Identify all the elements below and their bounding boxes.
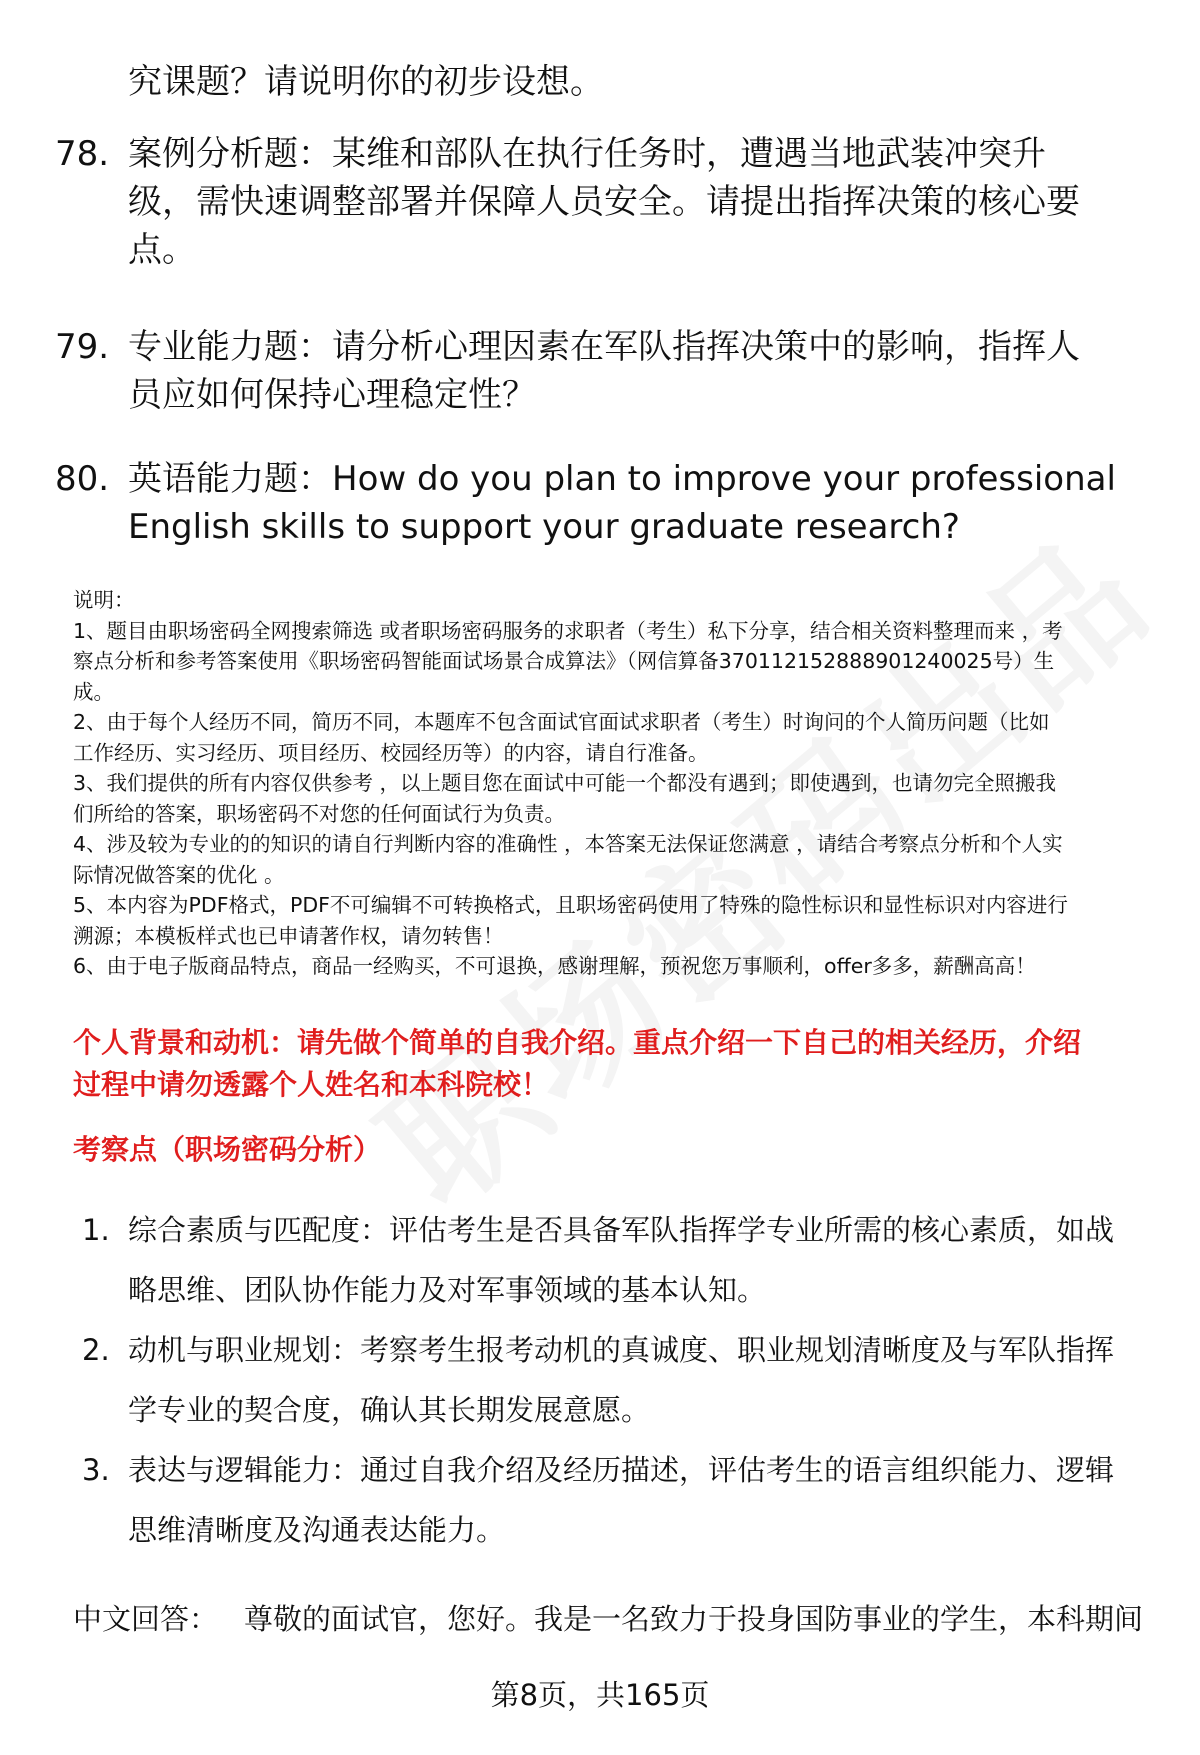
list-item (82, 1200, 1162, 1320)
question-line: 专业能力题：请分析心理因素在军队指挥决策中的影响，指挥人 (128, 327, 1080, 367)
notes-line: 2、由于每个人经历不同，简历不同，本题库不包含面试官面试求职者（考生）时询问的个人简历问题（比如 (73, 710, 1050, 734)
question-80 (55, 455, 1165, 551)
point-number: 1. (82, 1213, 110, 1247)
question-continuation: 究课题？请说明你的初步设想。 (128, 62, 604, 102)
notes-line: 溯源；本模板样式也已申请著作权，请勿转售！ (73, 923, 504, 948)
question-number: 78. (55, 134, 110, 174)
question-79 (55, 323, 1165, 419)
list-item (82, 1320, 1162, 1440)
point-line: 思维清晰度及沟通表达能力。 (128, 1513, 506, 1547)
notes-line: 4、涉及较为专业的的知识的请自行判断内容的准确性 ，本答案无法保证您满意 ，请结合考察点分析和个人实 (73, 832, 1063, 856)
question-line: 案例分析题：某维和部队在执行任务时，遭遇当地武装冲突升 (128, 134, 1046, 174)
analysis-heading: 考察点（职场密码分析） (73, 1133, 382, 1166)
point-line: 综合素质与匹配度：评估考生是否具备军队指挥学专业所需的核心素质，如战 (128, 1213, 1115, 1247)
notes-line: 察点分析和参考答案使用《职场密码智能面试场景合成算法》（网信算备370112152888901240025号）生 (73, 649, 1055, 673)
heading-line: 过程中请勿透露个人姓名和本科院校！ (73, 1068, 550, 1101)
answer-paragraph (73, 1597, 1143, 1641)
point-line: 动机与职业规划：考察考生报考动机的真诚度、职业规划清晰度及与军队指挥 (128, 1333, 1115, 1367)
notes-section (73, 585, 1163, 982)
question-line: 级，需快速调整部署并保障人员安全。请提出指挥决策的核心要 (128, 182, 1080, 222)
notes-line: 6、由于电子版商品特点，商品一经购买，不可退换，感谢理解，预祝您万事顺利，offer多多，薪酬高高！ (73, 954, 1036, 978)
notes-title: 说明： (73, 588, 135, 612)
point-number: 2. (82, 1333, 110, 1367)
point-line: 学专业的契合度，确认其长期发展意愿。 (128, 1393, 651, 1427)
personal-background-heading (73, 1022, 1163, 1106)
question-number: 80. (55, 459, 110, 499)
point-text (128, 1200, 1162, 1320)
notes-line: 工作经历、实习经历、项目经历、校园经历等）的内容，请自行准备。 (73, 740, 709, 765)
notes-line: 5、本内容为PDF格式，PDF不可编辑不可转换格式，且职场密码使用了特殊的隐性标识和显性标识对内容进行 (73, 893, 1068, 917)
analysis-points (82, 1200, 1162, 1560)
notes-line: 们所给的答案，职场密码不对您的任何面试行为负责。 (73, 801, 565, 826)
question-78 (55, 130, 1165, 274)
notes-line: 际情况做答案的优化 。 (73, 862, 285, 887)
page-footer: 第8页，共165页 (490, 1678, 710, 1712)
point-text (128, 1440, 1162, 1560)
answer-label: 中文回答： (73, 1602, 219, 1636)
point-line: 略思维、团队协作能力及对军事领域的基本认知。 (128, 1273, 767, 1307)
question-line: 点。 (128, 230, 196, 270)
question-line: 英语能力题：How do you plan to improve your professional (128, 459, 1116, 499)
notes-line: 3、我们提供的所有内容仅供参考 ，以上题目您在面试中可能一个都没有遇到；即使遇到，也请勿完全照搬我 (73, 771, 1057, 795)
point-number: 3. (82, 1453, 110, 1487)
question-text (128, 130, 1165, 274)
notes-line: 1、题目由职场密码全网搜索筛选 或者职场密码服务的求职者（考生）私下分享，结合相关资料整理而来 ，考 (73, 618, 1063, 643)
point-line: 表达与逻辑能力：通过自我介绍及经历描述，评估考生的语言组织能力、逻辑 (128, 1453, 1115, 1487)
question-text (128, 455, 1165, 551)
question-line: 员应如何保持心理稳定性？ (128, 375, 536, 415)
answer-text: 尊敬的面试官，您好。我是一名致力于投身国防事业的学生，本科期间 (244, 1602, 1144, 1636)
question-number: 79. (55, 327, 110, 367)
heading-line: 个人背景和动机：请先做个简单的自我介绍。重点介绍一下自己的相关经历，介绍 (73, 1026, 1082, 1059)
notes-line: 成。 (73, 679, 114, 704)
question-line: English skills to support your graduate research? (128, 507, 960, 547)
list-item (82, 1440, 1162, 1560)
point-text (128, 1320, 1162, 1440)
question-text (128, 323, 1165, 419)
